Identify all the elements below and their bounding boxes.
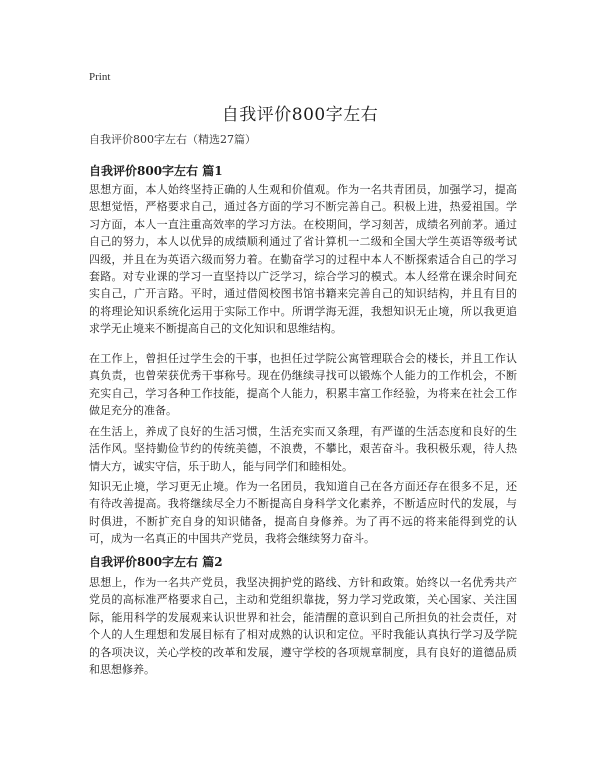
section-2-paragraph-1: 思想上，作为一名共产党员，我坚决拥护党的路线、方针和政策。始终以一名优秀共产党员的高标准严格要求自己，主动和党组织靠拢，努力学习党政策，关心国家、关注国际，能用科学的发展观来认识世界和社会，能清醒的意识到自己所担负的社会责任，对个人的人生理想和发展目标有了相对成熟的认识和定位。平时我能认真执行学习及学院的各项决议，关心学校的改革和发展，遵守学校的各项规章制度，具有良好的道德品质和思想修养。	[89, 576, 517, 677]
page-title: 自我评价800字左右	[221, 105, 379, 125]
section-1-paragraph-1: 思想方面，本人始终坚持正确的人生观和价值观。作为一名共青团员，加强学习，提高思想觉悟，严格要求自己，通过各方面的学习不断完善自己。积极上进，热爱祖国。学习方面，本人一直注重高效率的学习方法。在校期间，学习刻苦，成绩名列前茅。通过自己的努力，本人以优异的成绩顺利通过了省计算机一二级和全国大学生英语等级考试四级，并且在为英语六级而努力着。在勤奋学习的过程中本人不断探索适合自己的学习套路。对专业课的学习一直坚持以广泛学习，综合学习的模式。本人经常在课余时间充实自己，广开言路。平时，通过借阅校图书馆书籍来完善自己的知识结构，并且有目的的将理论知识系统化运用于实际工作中。所谓学海无涯，我想知识无止境，所以我更追求学无止境来不断提高自己的文化知识和思维结构。	[89, 183, 517, 336]
section-1-paragraph-3: 在生活上，养成了良好的生活习惯，生活充实而又条理，有严谨的生活态度和良好的生活作风。坚持勤俭节约的传统美德，不浪费，不攀比，艰苦奋斗。我积极乐观，待人热情大方，诚实守信，乐于助人，能与同学们和睦相处。	[89, 425, 517, 473]
print-label[interactable]: Print	[89, 71, 111, 83]
section-1-paragraph-4: 知识无止境，学习更无止境。作为一名团员，我知道自己在各方面还存在很多不足，还有待改善提高。我将继续尽全力不断提高自身科学文化素养，不断适应时代的发展，与时俱进，不断扩充自身的知识储备，提高自身修养。为了再不远的将来能得到党的认可，成为一名真正的中国共产党员，我将会继续努力奋斗。	[89, 480, 517, 546]
section-heading-2: 自我评价800字左右 篇2	[89, 555, 223, 569]
section-1-paragraph-2: 在工作上，曾担任过学生会的干事，也担任过学院公寓管理联合会的楼长，并且工作认真负责，也曾荣获优秀干事称号。现在仍继续寻找可以锻炼个人能力的工作机会，不断充实自己，学习各种工作技能，提高个人能力，积累丰富工作经验，为将来在社会工作做足充分的准备。	[89, 352, 517, 418]
section-heading-1: 自我评价800字左右 篇1	[89, 164, 223, 178]
document-subtitle: 自我评价800字左右（精选27篇）	[89, 133, 256, 146]
